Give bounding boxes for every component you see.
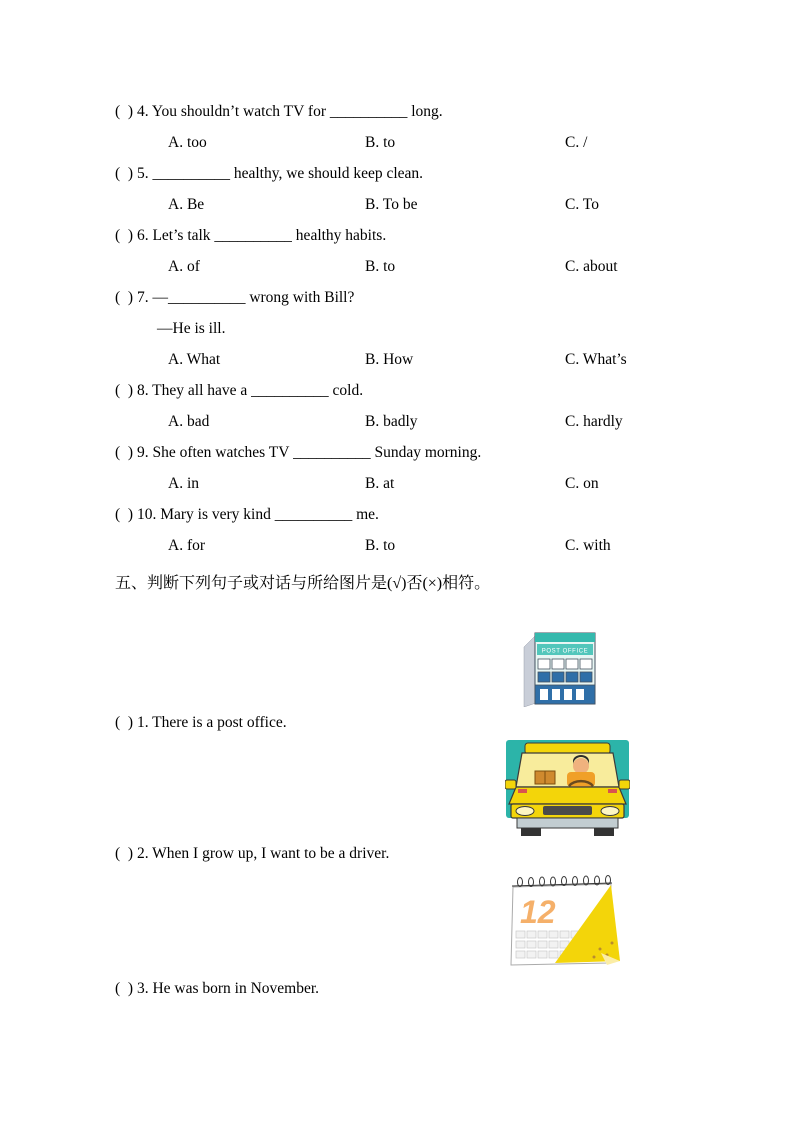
options-6 (115, 251, 793, 282)
driver-figure (505, 740, 630, 838)
worksheet-content (115, 96, 793, 1004)
question-7-answer-line: —He is ill. (157, 320, 226, 337)
question-8: ( ) 8. They all have a __________ cold. (115, 382, 364, 399)
option-4-b: B. to (365, 134, 396, 151)
judge-caption-2: ( ) 2. When I grow up, I want to be a driver. (115, 845, 390, 862)
calendar-month-number: 12 (520, 894, 556, 930)
post-office-side-wall (524, 635, 536, 707)
option-8-c: C. hardly (565, 413, 623, 430)
taxi-grill (543, 806, 592, 815)
option-5-a: A. Be (168, 196, 205, 213)
judge-caption-3: ( ) 3. He was born in November. (115, 980, 320, 997)
post-office-roof-band (535, 633, 595, 642)
calendar-spiral-binding (512, 876, 612, 887)
post-office-sign-text: POST OFFICE (541, 648, 589, 655)
calendar-figure (508, 873, 626, 973)
option-9-a: A. in (168, 475, 199, 492)
wheel-right (594, 828, 614, 836)
option-5-c: C. To (565, 196, 599, 213)
options-9 (115, 468, 793, 499)
option-10-b: B. to (365, 537, 396, 554)
option-7-b: B. How (365, 351, 414, 368)
option-6-a: A. of (168, 258, 200, 275)
headlight-left (516, 807, 534, 816)
option-7-a: A. What (168, 351, 221, 368)
taxi-roof (525, 743, 610, 754)
question-7: ( ) 7. —__________ wrong with Bill? (115, 289, 355, 306)
option-8-a: A. bad (168, 413, 210, 430)
option-6-b: B. to (365, 258, 396, 275)
taxi-signal-right (608, 789, 617, 793)
calendar-illustration (508, 873, 626, 973)
judge-section-heading: 五、判断下列句子或对话与所给图片是(√)否(×)相符。 (115, 575, 491, 592)
options-7 (115, 344, 793, 375)
option-4-a: A. too (168, 134, 207, 151)
option-4-c: C. / (565, 134, 588, 151)
option-8-b: B. badly (365, 413, 418, 430)
question-9: ( ) 9. She often watches TV __________ Sunday morning. (115, 444, 482, 461)
taxi-bumper (517, 818, 618, 828)
options-10 (115, 530, 793, 561)
option-10-c: C. with (565, 537, 611, 554)
taxi-mirror-right (619, 780, 630, 789)
driver-head (573, 758, 589, 774)
headlight-right (601, 807, 619, 816)
option-9-b: B. at (365, 475, 395, 492)
option-9-c: C. on (565, 475, 599, 492)
question-4: ( ) 4. You shouldn’t watch TV for __________ long. (115, 103, 443, 120)
option-5-b: B. To be (365, 196, 418, 213)
option-7-c: C. What’s (565, 351, 627, 368)
question-10: ( ) 10. Mary is very kind __________ me. (115, 506, 379, 523)
judge-caption-1: ( ) 1. There is a post office. (115, 714, 287, 731)
taxi-signal-left (518, 789, 527, 793)
taxi-mirror-left (505, 780, 516, 789)
options-8 (115, 406, 793, 437)
post-office-figure (522, 627, 600, 707)
options-4 (115, 127, 793, 158)
taxi-illustration (505, 740, 630, 838)
option-10-a: A. for (168, 537, 206, 554)
question-6: ( ) 6. Let’s talk __________ healthy habits. (115, 227, 387, 244)
question-5: ( ) 5. __________ healthy, we should keep clean. (115, 165, 424, 182)
option-6-c: C. about (565, 258, 618, 275)
post-office-illustration (522, 627, 600, 707)
wheel-left (521, 828, 541, 836)
options-5 (115, 189, 793, 220)
